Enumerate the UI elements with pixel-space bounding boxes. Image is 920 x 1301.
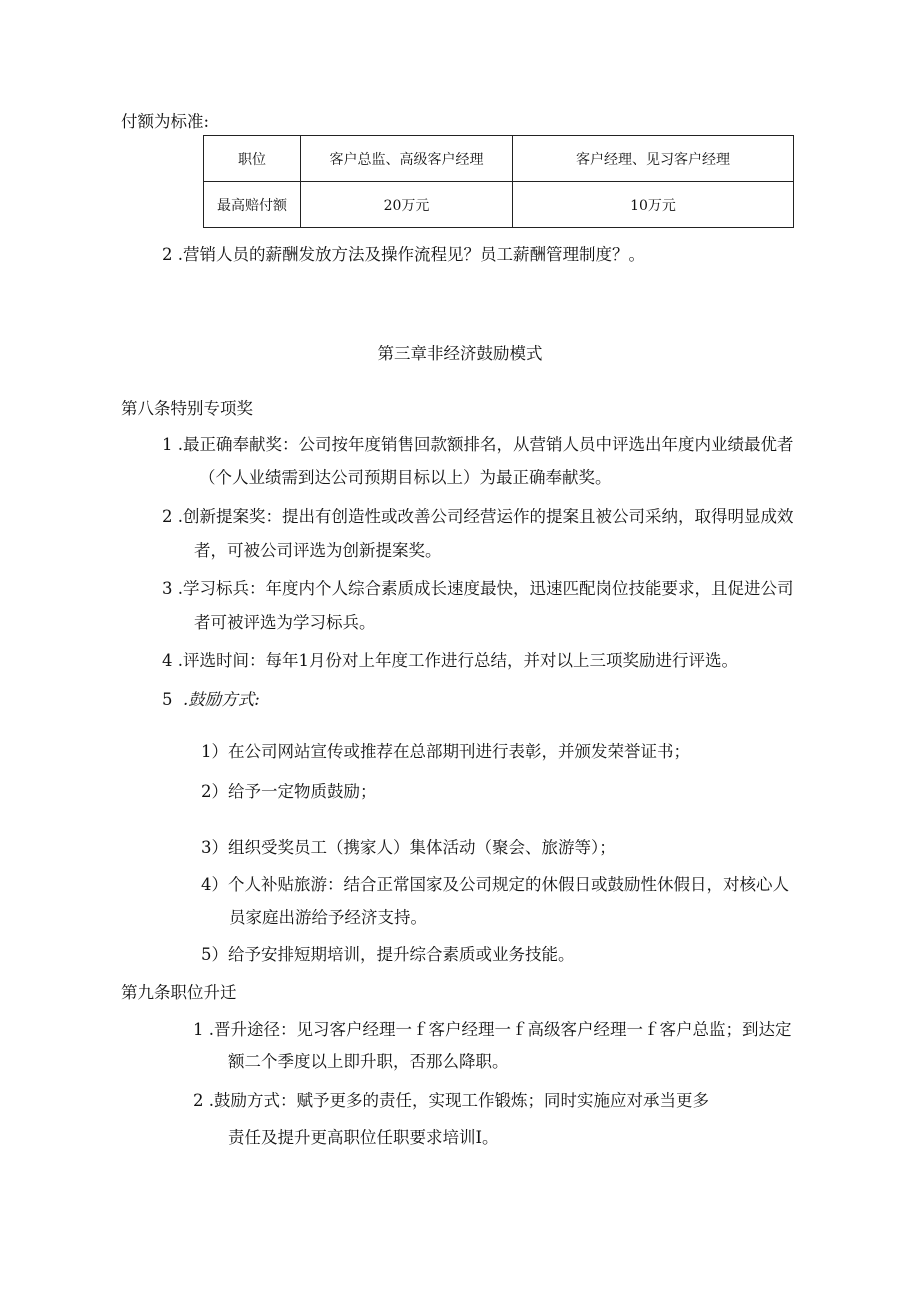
- art8-item-3-cont: 者可被评选为学习标兵。: [194, 613, 376, 632]
- table-cell: 客户总监、高级客户经理: [301, 136, 513, 182]
- art8-sub-4: 4）个人补贴旅游：结合正常国家及公司规定的休假日或鼓励性休假日，对核心人: [201, 875, 789, 894]
- item-number: 5: [162, 690, 173, 709]
- article-9-heading: 第九条职位升迁: [121, 983, 237, 1002]
- art8-item-3: 3 .学习标兵：年度内个人综合素质成长速度最快，迅速匹配岗位技能要求，且促进公司: [162, 579, 794, 598]
- intro-text: 付额为标准:: [121, 112, 210, 131]
- art9-item-1-cont: 额二个季度以上即升职，否那么降职。: [228, 1052, 509, 1071]
- article-8-heading: 第八条特别专项奖: [121, 399, 253, 418]
- note-item-2: 2 .营销人员的薪酬发放方法及操作流程见？员工薪酬管理制度？。: [162, 245, 645, 264]
- chapter-title: 第三章非经济鼓励模式: [377, 344, 543, 363]
- table-cell: 20万元: [301, 182, 513, 228]
- table-cell: 客户经理、见习客户经理: [513, 136, 794, 182]
- art8-item-5: [162, 689, 260, 711]
- art8-item-1: 1 .最正确奉献奖：公司按年度销售回款额排名，从营销人员中评选出年度内业绩最优者: [162, 435, 794, 454]
- table-cell: 10万元: [513, 182, 794, 228]
- art8-sub-3: 3）组织受奖员工（携家人）集体活动（聚会、旅游等）；: [201, 838, 616, 857]
- compensation-table: [203, 135, 794, 228]
- art9-item-2: 2 .鼓励方式：赋予更多的责任，实现工作锻炼；同时实施应对承当更多: [193, 1091, 709, 1110]
- art8-item-2-cont: 者，可被公司评选为创新提案奖。: [194, 541, 442, 560]
- art8-item-4: 4 .评选时间：每年1月份对上年度工作进行总结，并对以上三项奖励进行评选。: [162, 651, 738, 670]
- art8-sub-1: 1）在公司网站宣传或推荐在总部期刊进行表彰，并颁发荣誉证书；: [201, 742, 690, 761]
- table-cell: 最高赔付额: [204, 182, 301, 228]
- art9-item-2-cont: 责任及提升更高职位任职要求培训I。: [228, 1128, 499, 1147]
- table-row: [204, 182, 794, 228]
- table-row: [204, 136, 794, 182]
- art8-sub-4-cont: 员家庭出游给予经济支持。: [229, 908, 427, 927]
- art8-sub-5: 5）给予安排短期培训，提升综合素质或业务技能。: [201, 945, 575, 964]
- art9-item-1: 1 .晋升途径：见习客户经理一ｆ客户经理一ｆ高级客户经理一ｆ客户总监；到达定: [193, 1020, 792, 1039]
- table-cell: 职位: [204, 136, 301, 182]
- art8-item-2: 2 .创新提案奖：提出有创造性或改善公司经营运作的提案且被公司采纳，取得明显成效: [162, 507, 794, 526]
- art8-sub-2: 2）给予一定物质鼓励；: [201, 782, 377, 801]
- art8-item-1-cont: （个人业绩需到达公司预期目标以上）为最正确奉献奖。: [199, 468, 612, 487]
- item-label: .鼓励方式:: [183, 690, 260, 709]
